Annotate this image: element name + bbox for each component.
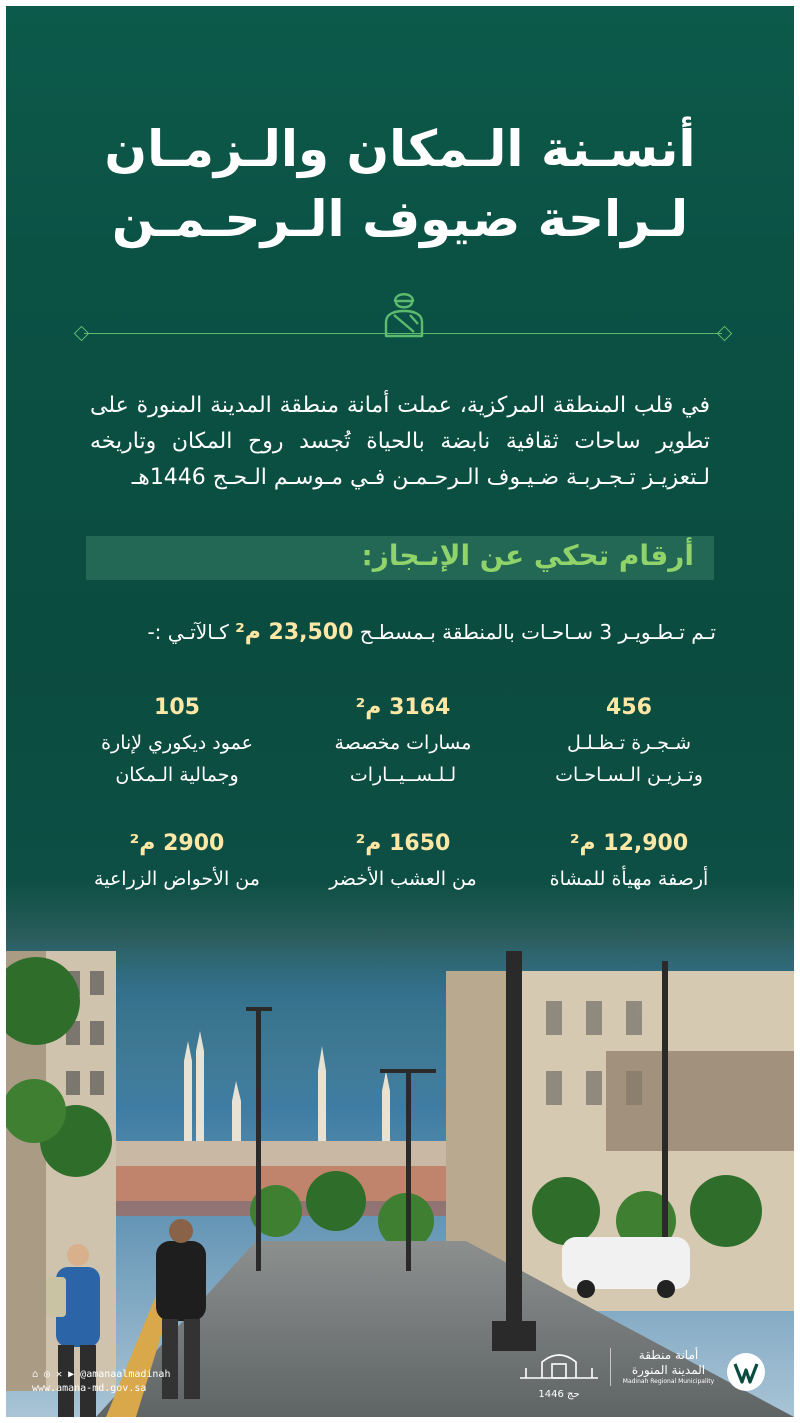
stat-label-line-1: مسارات مخصصة: [334, 732, 472, 754]
stat-label: [82, 727, 272, 791]
stat-lighting-poles: [82, 692, 272, 791]
divider-diamond-right: [717, 326, 733, 342]
summary-suffix: كـالآتـي :-: [147, 620, 229, 644]
white-car: [562, 1237, 690, 1289]
social-handle-text: amanaalmadinah: [86, 1369, 171, 1380]
infographic-poster: [6, 6, 794, 1417]
stat-car-lanes: [308, 692, 498, 791]
ornamental-divider: [76, 324, 730, 344]
stat-label-line-1: عمود ديكوري لإنارة: [101, 732, 253, 754]
stat-label: أرصفة مهيأة للمشاة: [549, 868, 709, 890]
plaza-illustration: [6, 941, 794, 1417]
stat-green-grass: [308, 828, 498, 895]
stat-value: 105: [154, 695, 200, 720]
amana-line-2: المدينة المنورة: [631, 1363, 706, 1377]
stat-label-line-2: وجمالية الـمكان: [115, 764, 239, 786]
amana-logo-text: [610, 1348, 720, 1386]
hajj-year: حج 1446: [538, 1389, 580, 1400]
stat-label-line-2: وتـزيـن الـسـاحـات: [555, 764, 703, 786]
stat-planters: [82, 828, 272, 895]
stat-value: 456: [606, 695, 652, 720]
website-url: www.amana-md.gov.sa: [32, 1383, 147, 1394]
divider-diamond-left: [74, 326, 90, 342]
stat-trees: [534, 692, 724, 791]
intro-paragraph: في قلب المنطقة المركزية، عملت أمانة منطقة المدينة المنورة على تطوير ساحات ثقافية نابضة بالحياة تُجسد روح المكان وتاريخه لـتعزيـز تـجـربـة ضـيـوف الـرحـمـن فـي مـوسـم الـحـج 1446هـ: [90, 393, 710, 490]
hajj-logo: [512, 1344, 606, 1400]
stat-sidewalks: [534, 828, 724, 895]
amana-line-1: أمانة منطقة: [638, 1348, 699, 1362]
section-title: أرقام تحكي عن الإنـجاز:: [361, 539, 694, 572]
hajj-logo-mark: [512, 1344, 606, 1384]
headline-line-2: لـراحة ضيوف الـرحـمـن: [111, 190, 689, 248]
summary-line: [147, 620, 716, 645]
stat-label: [534, 727, 724, 791]
stat-value: 2900 م²: [129, 831, 225, 856]
stat-value: 3164 م²: [355, 695, 451, 720]
summary-area: 23,500 م²: [235, 620, 354, 645]
divider-line: [84, 333, 722, 334]
footer-social: [32, 1368, 170, 1396]
amana-emblem: [726, 1352, 766, 1392]
headline-line-1: أنسـنة الـمكان والـزمـان: [104, 120, 696, 178]
stat-label: من الأحواض الزراعية: [94, 868, 260, 890]
amana-english: Madinah Regional Municipality: [622, 1378, 715, 1385]
stat-label-line-2: لـلـســيــارات: [349, 764, 457, 786]
stat-value: 12,900 م²: [569, 831, 689, 856]
stat-label-line-1: شـجـرة تـظـلـل: [566, 732, 692, 754]
social-handle: ⌂ ◎ ✕ ▶ @amanaalmadinah: [32, 1369, 171, 1380]
headline: [6, 114, 794, 254]
stat-value: 1650 م²: [355, 831, 451, 856]
plaza-photo: [6, 941, 794, 1417]
stat-label: من العشب الأخضر: [329, 868, 477, 890]
stat-label: [308, 727, 498, 791]
section-header-bar: [86, 536, 714, 580]
summary-prefix: تـم تـطـويـر 3 سـاحـات بالمنطقة بـمسطـح: [359, 620, 716, 644]
